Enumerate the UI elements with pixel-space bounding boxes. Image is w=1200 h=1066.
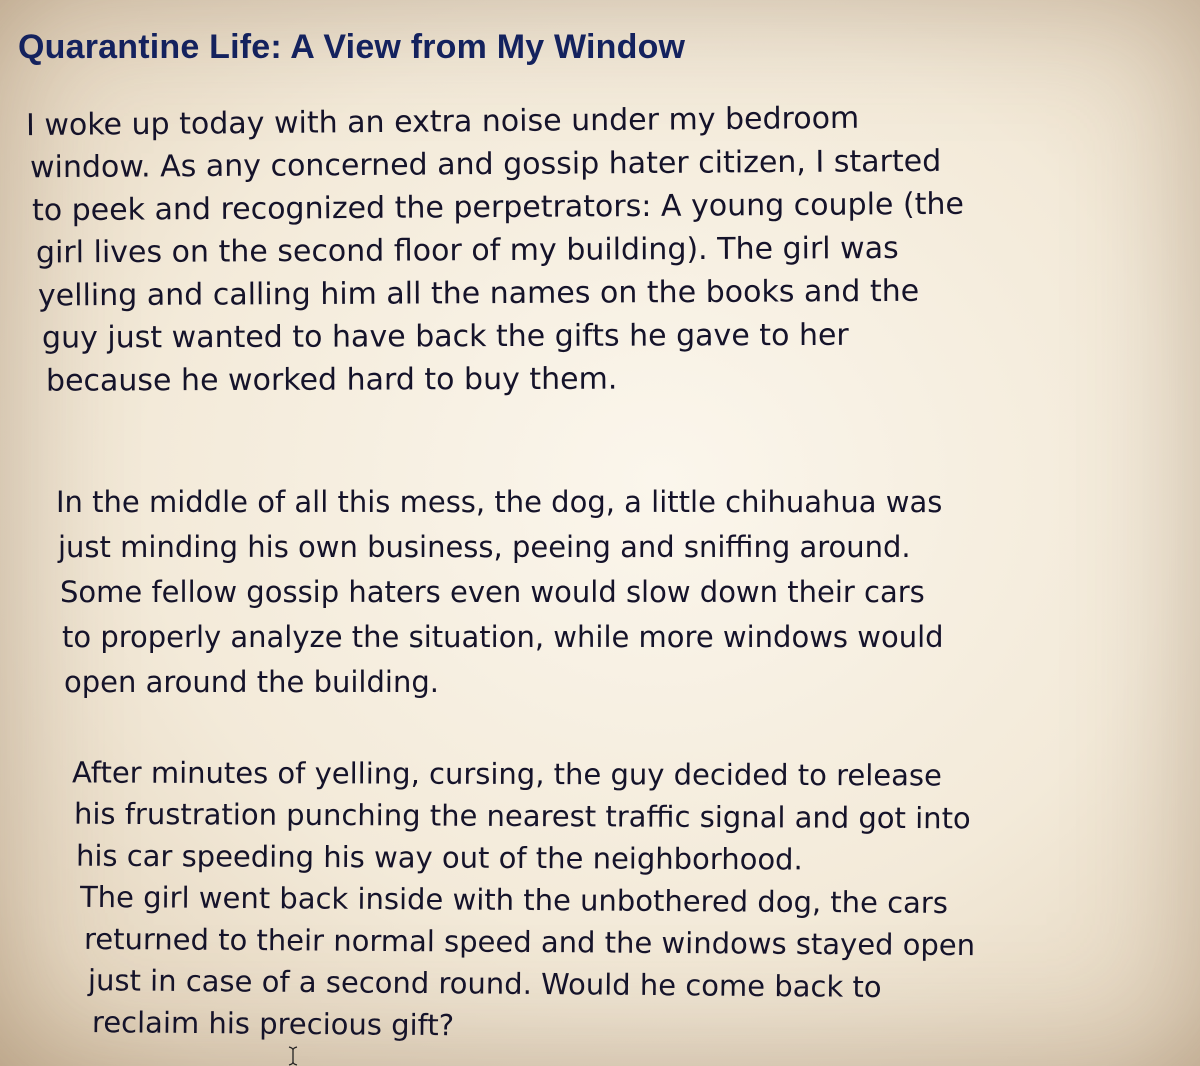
- paragraph-2: [56, 480, 942, 705]
- paragraph-line: After minutes of yelling, cursing, the guy decided to release: [71, 755, 942, 793]
- paragraph-line: his car speeding his way out of the neighborhood.: [75, 838, 803, 877]
- paragraph-line: I woke up today with an extra noise under my bedroom: [25, 100, 860, 144]
- paragraph-3: [71, 753, 976, 1047]
- paragraph-line: his frustration punching the nearest traffic signal and got into: [73, 796, 971, 836]
- paragraph-line: window. As any concerned and gossip hater citizen, I started: [29, 143, 942, 186]
- paragraph-line: just in case of a second round. Would he come back to: [87, 963, 882, 1005]
- paragraph-line: Some fellow gossip haters even would slow down their cars: [60, 575, 925, 609]
- document-title: Quarantine Life: A View from My Window: [18, 28, 686, 66]
- paragraph-line: because he worked hard to buy them.: [45, 361, 618, 399]
- paragraph-line: guy just wanted to have back the gifts he gave to her: [41, 317, 849, 356]
- paragraph-line: girl lives on the second floor of my building). The girl was: [35, 230, 899, 271]
- paragraph-line: just minding his own business, peeing and sniffing around.: [58, 530, 911, 564]
- paragraph-line: open around the building.: [64, 665, 439, 699]
- paragraph-line: yelling and calling him all the names on the books and the: [37, 273, 920, 314]
- paragraph-line: In the middle of all this mess, the dog, a little chihuahua was: [56, 485, 943, 519]
- paragraph-line: to properly analyze the situation, while more windows would: [62, 620, 944, 654]
- text-cursor-icon: [288, 1046, 298, 1066]
- paragraph-line: The girl went back inside with the unbothered dog, the cars: [79, 879, 949, 920]
- paragraph-1: [25, 100, 965, 401]
- paragraph-line: returned to their normal speed and the windows stayed open: [83, 921, 976, 963]
- paragraph-line: reclaim his precious gift?: [91, 1005, 455, 1043]
- paragraph-line: to peek and recognized the perpetrators: A young couple (the: [31, 186, 965, 229]
